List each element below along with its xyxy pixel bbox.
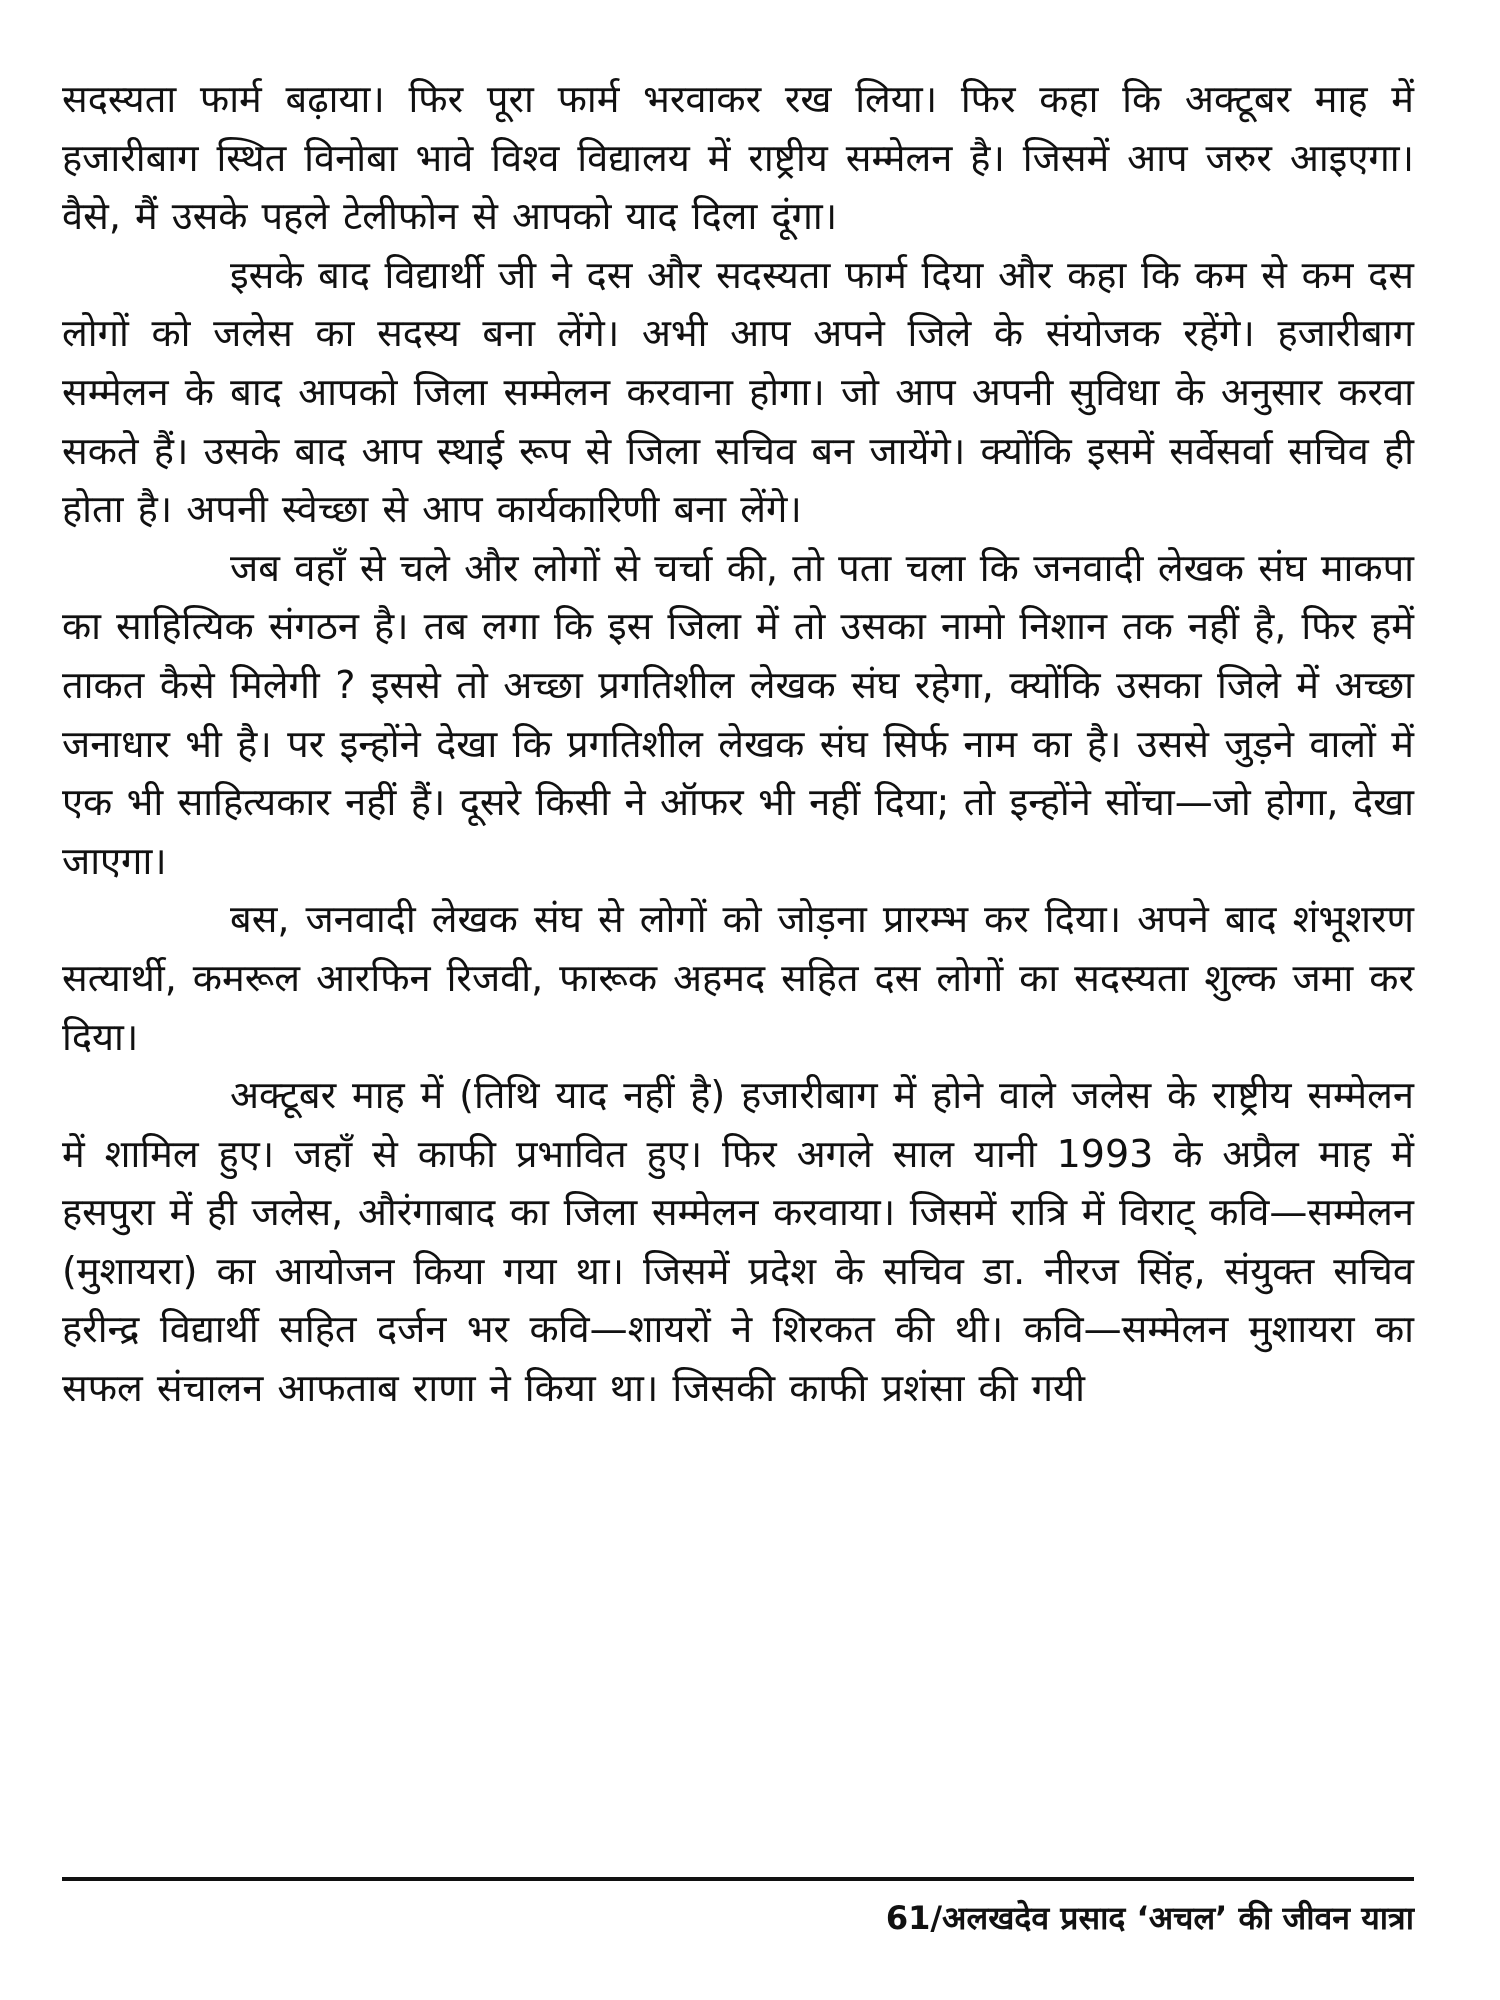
footer-separator: / <box>930 1899 943 1937</box>
footer-rule <box>62 1877 1414 1881</box>
body-text <box>62 70 1414 1418</box>
paragraph-national-conference: अक्टूबर माह में (तिथि याद नहीं है) हजारीबाग में होने वाले जलेस के राष्ट्रीय सम्मेलन में शामिल हुए। जहाँ से काफी प्रभावित हुए। फिर अगले साल यानी 1993 के अप्रैल माह में हसपुरा में ही जलेस, औरंगाबाद का जिला सम्मेलन करवाया। जिसमें रात्रि में विराट् कवि—सम्मेलन (मुशायरा) का आयोजन किया गया था। जिसमें प्रदेश के सचिव डा. नीरज सिंह, संयुक्त सचिव हरीन्द्र विद्यार्थी सहित दर्जन भर कवि—शायरों ने शिरकत की थी। कवि—सम्मेलन मुशायरा का सफल संचालन आफताब राणा ने किया था। जिसकी काफी प्रशंसा की गयी <box>62 1073 1414 1411</box>
paragraph-jalesa-discussion: जब वहाँ से चले और लोगों से चर्चा की, तो पता चला कि जनवादी लेखक संघ माकपा का साहित्यिक संगठन है। तब लगा कि इस जिला में तो उसका नामो निशान तक नहीं है, फिर हमें ताकत कैसे मिलेगी ? इससे तो अच्छा प्रगतिशील लेखक संघ रहेगा, क्योंकि उसका जिले में अच्छा जनाधार भी है। पर इन्होंने देखा कि प्रगतिशील लेखक संघ सिर्फ नाम का है। उससे जुड़ने वालों में एक भी साहित्यकार नहीं हैं। दूसरे किसी ने ऑफर भी नहीं दिया; तो इन्होंने सोंचा—जो होगा, देखा जाएगा। <box>62 545 1414 883</box>
page-number: 61 <box>885 1899 931 1937</box>
paragraph-membership-forms: इसके बाद विद्यार्थी जी ने दस और सदस्यता फार्म दिया और कहा कि कम से कम दस लोगों को जलेस का सदस्य बना लेंगे। अभी आप अपने जिले के संयोजक रहेंगे। हजारीबाग सम्मेलन के बाद आपको जिला सम्मेलन करवाना होगा। जो आप अपनी सुविधा के अनुसार करवा सकते हैं। उसके बाद आप स्थाई रूप से जिला सचिव बन जायेंगे। क्योंकि इसमें सर्वेसर्वा सचिव ही होता है। अपनी स्वेच्छा से आप कार्यकारिणी बना लेंगे। <box>62 252 1414 532</box>
paragraph-joining-members: बस, जनवादी लेखक संघ से लोगों को जोड़ना प्रारम्भ कर दिया। अपने बाद शंभूशरण सत्यार्थी, कमरूल आरफिन रिजवी, फारूक अहमद सहित दस लोगों का सदस्यता शुल्क जमा कर दिया। <box>62 897 1414 1059</box>
paragraph-continued: सदस्यता फार्म बढ़ाया। फिर पूरा फार्म भरवाकर रख लिया। फिर कहा कि अक्टूबर माह में हजारीबाग स्थित विनोबा भावे विश्व विद्यालय में राष्ट्रीय सम्मेलन है। जिसमें आप जरुर आइएगा। वैसे, मैं उसके पहले टेलीफोन से आपको याद दिला दूंगा। <box>62 77 1414 239</box>
book-title: अलखदेव प्रसाद ‘अचल’ की जीवन यात्रा <box>942 1899 1414 1937</box>
running-footer <box>886 1898 1414 1938</box>
